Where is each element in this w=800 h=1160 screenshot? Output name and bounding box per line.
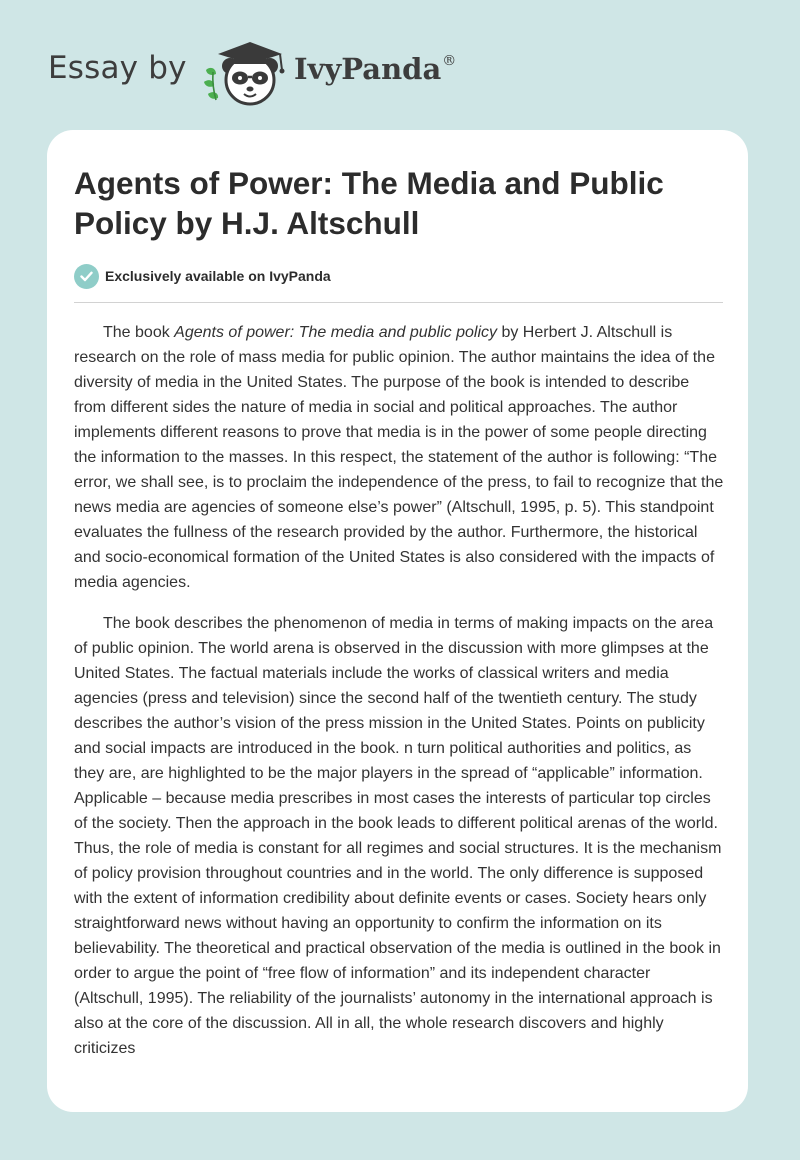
- paragraph-2: The book describes the phenomenon of media in terms of making impacts on the area of public opinion. The world arena is observed in the discussion with more glimpses at the United States. The factual materials include the works of classical writers and media agencies (press and television) since the second half of the twentieth century. The study describes the author’s vision of the press mission in the United States. Points on publicity and social impacts are introduced in the book. n turn political authorities and politics, as they are, are highlighted to be the major players in the spread of “applicable” information. Applicable – because media prescribes in most cases the interests of particular top circles of the society. Then the approach in the book leads to different political arenas of the world. Thus, the role of media is constant for all regimes and social structures. It is the mechanism of policy provision throughout countries and in the world. The only difference is supposed with the extent of information credibility about definite events or cases. Society hears only straightforward news without having an opportunity to confirm the information on its believability. The theoretical and practical observation of the media is outlined in the book in order to argue the point of “free flow of information” and its independent character (Altschull, 1995). The reliability of the journalists’ autonomy in the international approach is also at the core of the discussion. All in all, the whole research discovers and highly criticizes: [74, 615, 722, 1057]
- essay-card: [47, 130, 748, 1112]
- brand-name: IvyPanda: [294, 52, 442, 86]
- check-circle-icon: [74, 264, 99, 289]
- registered-mark: ®: [442, 53, 457, 69]
- ivypanda-wordmark[interactable]: [294, 52, 456, 86]
- book-title: Agents of power: The media and public policy: [174, 324, 498, 341]
- divider: [74, 302, 723, 303]
- exclusive-badge-label: Exclusively available on IvyPanda: [105, 268, 331, 284]
- panda-logo-icon[interactable]: [200, 36, 294, 108]
- paragraph-1-rest: by Herbert J. Altschull is research on the role of mass media for public opinion. The author maintains the idea of the diversity of media in the United States. The purpose of the book is intended to describe from different sides the nature of media in social and political approaches. The author implements different reasons to prove that media is in the power of some people directing the information to the masses. In this respect, the statement of the author is following: “The error, we shall see, is to proclaim the independence of the press, to fail to recognize that the news media are agencies of someone else’s power” (Altschull, 1995, p. 5). This standpoint evaluates the fullness of the research provided by the author. Furthermore, the historical and socio-economical formation of the United States is also considered with the impacts of media agencies.: [74, 324, 724, 591]
- essay-title: Agents of Power: The Media and Public Policy by H.J. Altschull: [74, 165, 664, 241]
- brand-header: [48, 36, 528, 106]
- essay-by-label: Essay by: [48, 50, 187, 86]
- paragraph-1-lead: The book: [103, 324, 175, 341]
- paragraph-1: [74, 320, 724, 595]
- essay-body: [74, 320, 724, 1077]
